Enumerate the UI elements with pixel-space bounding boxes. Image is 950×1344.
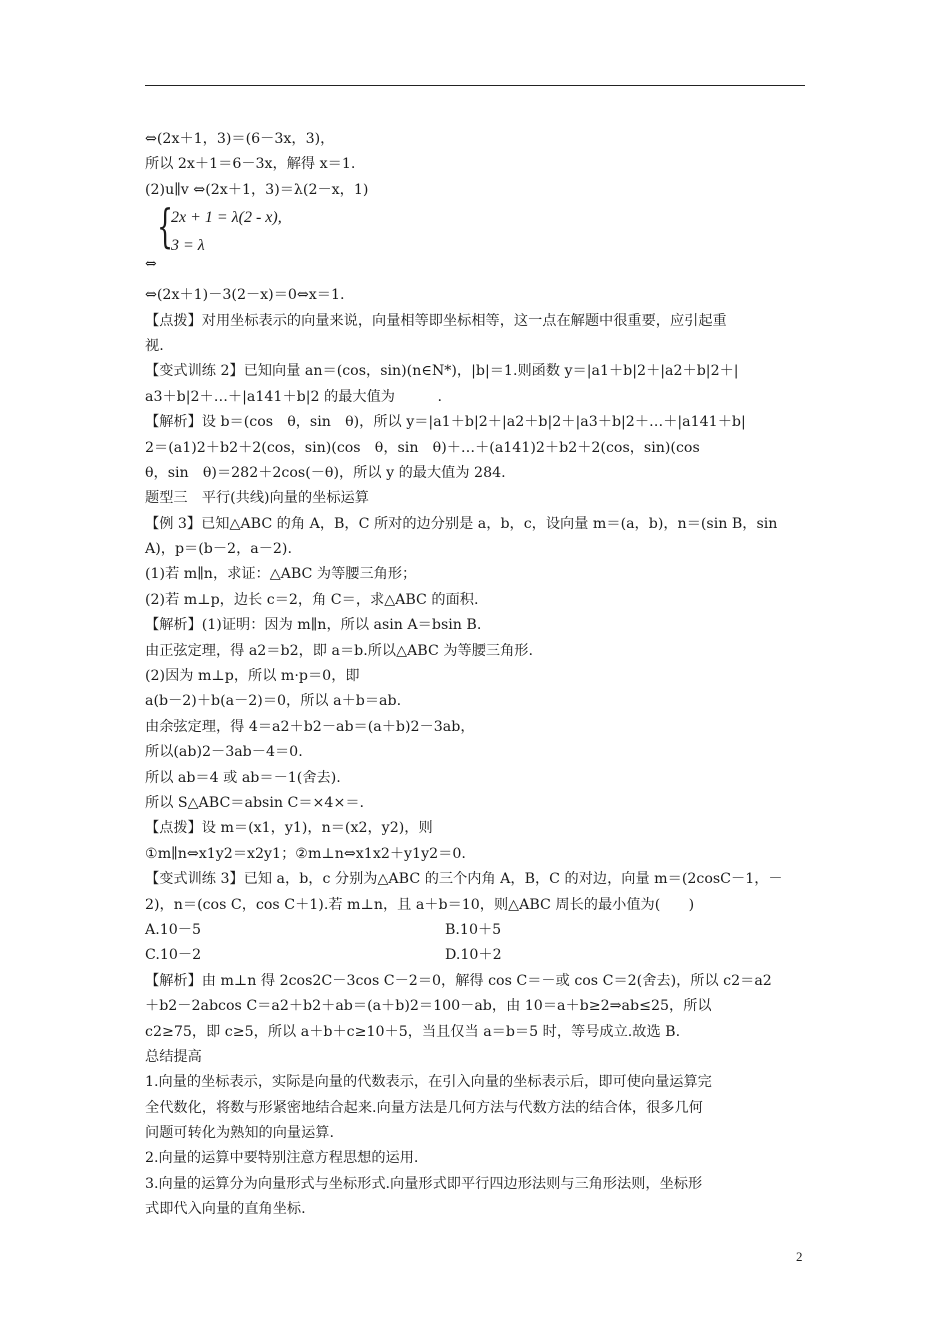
text-line: 2.向量的运算中要特别注意方程思想的运用. xyxy=(145,1150,419,1167)
text-line: 由余弦定理，得 4＝a2＋b2－ab＝(a＋b)2－3ab， xyxy=(145,718,475,735)
text-line: 视. xyxy=(145,337,164,354)
system-equation-1: 2x + 1 = λ(2 - x), xyxy=(171,209,282,227)
section-heading: 题型三 平行(共线)向量的坐标运算 xyxy=(145,490,369,507)
options-row xyxy=(145,943,810,968)
text-line: 所以(ab)2－3ab－4＝0. xyxy=(145,744,303,761)
option-c: C.10－2 xyxy=(145,947,202,964)
text-line: 【解析】设 b＝(cos θ，sin θ)，所以 y＝|a1＋b|2＋|a2＋b|2＋|a3＋b|2＋…＋|a141＋b| xyxy=(145,414,746,431)
text-line: 所以 2x＋1＝6－3x，解得 x＝1. xyxy=(145,156,356,173)
text-line: 【变式训练 3】已知 a，b，c 分别为△ABC 的三个内角 A，B，C 的对边，向量 m＝(2cosC－1，－ xyxy=(145,871,783,888)
text-line: (1)若 m∥n，求证：△ABC 为等腰三角形； xyxy=(145,566,417,583)
text-line: θ，sin θ)＝282＋2cos(－θ)，所以 y 的最大值为 284. xyxy=(145,464,506,481)
section-heading: 总结提高 xyxy=(145,1048,202,1065)
options-row xyxy=(145,918,810,943)
text-line: 所以 S△ABC＝absin C＝×4×＝. xyxy=(145,794,365,811)
text-line: 【解析】(1)证明：因为 m∥n，所以 asin A＝bsin B. xyxy=(145,617,482,634)
text-line: 全代数化，将数与形紧密地结合起来.向量方法是几何方法与代数方法的结合体，很多几何 xyxy=(145,1099,703,1116)
text-line: 【例 3】已知△ABC 的角 A，B，C 所对的边分别是 a，b，c，设向量 m＝(a，b)，n＝(sin B，sin xyxy=(145,515,778,532)
text-line: 问题可转化为熟知的向量运算. xyxy=(145,1125,334,1142)
system-equation-2: 3 = λ xyxy=(171,237,205,255)
text-line: (2)因为 m⊥p，所以 m·p＝0，即 xyxy=(145,668,360,685)
text-line: (2)若 m⊥p，边长 c＝2，角 C＝，求△ABC 的面积. xyxy=(145,591,479,608)
equivalence-symbol: ⇔ xyxy=(145,256,157,273)
text-line: 【解析】由 m⊥n 得 2cos2C－3cos C－2＝0，解得 cos C＝－或 cos C＝2(舍去)，所以 c2＝a2 xyxy=(145,972,772,989)
text-line: 由正弦定理，得 a2＝b2，即 a＝b.所以△ABC 为等腰三角形. xyxy=(145,642,533,659)
text-line: 【点拨】对用坐标表示的向量来说，向量相等即坐标相等，这一点在解题中很重要，应引起重 xyxy=(145,312,727,329)
text-line: 【点拨】设 m＝(x1，y1)，n＝(x2，y2)，则 xyxy=(145,820,433,837)
text-line: ⇔(2x＋1)－3(2－x)＝0⇔x＝1. xyxy=(145,287,345,304)
text-line: a(b－2)＋b(a－2)＝0，所以 a＋b＝ab. xyxy=(145,693,402,710)
header-rule xyxy=(145,85,805,86)
text-line: 【变式训练 2】已知向量 an＝(cos，sin)(n∈N*)，|b|＝1.则函数 y＝|a1＋b|2＋|a2＋b|2＋| xyxy=(145,363,739,380)
text-line: 所以 ab＝4 或 ab＝－1(舍去). xyxy=(145,769,341,786)
page-number: 2 xyxy=(796,1249,803,1264)
text-line: 2＝(a1)2＋b2＋2(cos，sin)(cos θ，sin θ)＋…＋(a141)2＋b2＋2(cos，sin)(cos xyxy=(145,439,700,456)
text-line: c2≥75，即 c≥5，所以 a＋b＋c≥10＋5，当且仅当 a＝b＝5 时，等号成立.故选 B. xyxy=(145,1023,681,1040)
document-body xyxy=(145,127,810,1223)
text-line: ⇔(2x＋1，3)＝(6－3x，3)， xyxy=(145,131,335,147)
text-line: 2)，n＝(cos C，cos C＋1).若 m⊥n，且 a＋b＝10，则△ABC 周长的最小值为( ) xyxy=(145,896,695,913)
text-line: A)，p＝(b－2，a－2). xyxy=(145,541,292,558)
option-a: A.10－5 xyxy=(145,921,202,938)
text-line: 式即代入向量的直角坐标. xyxy=(145,1201,306,1218)
text-line: ①m∥n⇔x1y2＝x2y1；②m⊥n⇔x1x2＋y1y2＝0. xyxy=(145,845,466,862)
text-line: 3.向量的运算分为向量形式与坐标形式.向量形式即平行四边形法则与三角形法则，坐标形 xyxy=(145,1175,703,1192)
text-line: 1.向量的坐标表示，实际是向量的代数表示，在引入向量的坐标表示后，即可使向量运算完 xyxy=(145,1074,712,1091)
text-line: a3＋b|2＋…＋|a141＋b|2 的最大值为 . xyxy=(145,388,443,405)
text-line: (2)u∥v ⇔(2x＋1，3)＝λ(2－x，1) xyxy=(145,181,369,198)
equation-system xyxy=(145,199,810,277)
option-d: D.10＋2 xyxy=(445,947,502,964)
text-line: ＋b2－2abcos C＝a2＋b2＋ab＝(a＋b)2＝100－ab，由 10＝a＋b≥2⇒ab≤25，所以 xyxy=(145,998,712,1015)
option-b: B.10＋5 xyxy=(445,921,502,938)
left-brace: { xyxy=(157,199,174,254)
